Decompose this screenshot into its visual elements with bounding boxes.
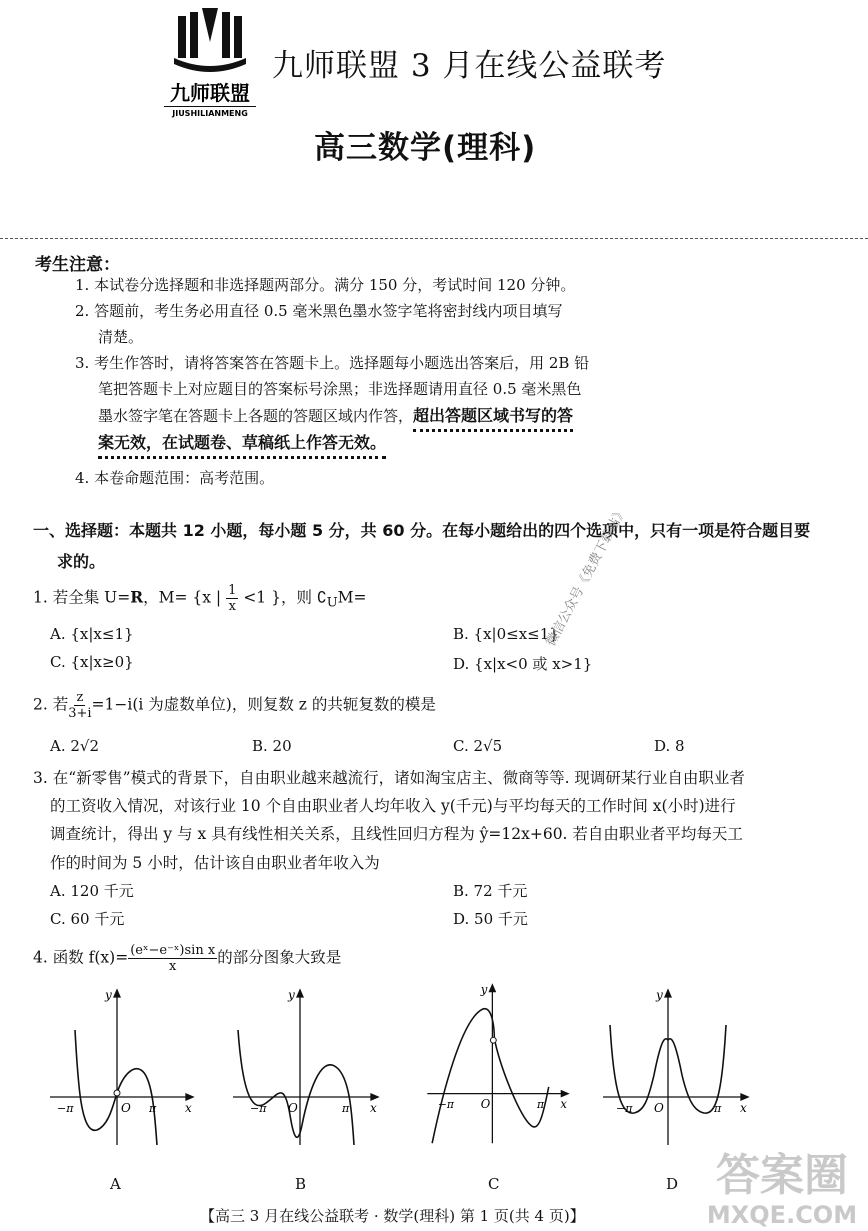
- q3-option-d: D. 50 千元: [453, 910, 528, 928]
- graph-d-neg-pi: −π: [616, 1102, 633, 1115]
- graph-a-origin: O: [121, 1101, 131, 1115]
- q1-stem: [33, 583, 367, 614]
- section-heading-line-a: 一、选择题：本题共 12 小题，每小题 5 分，共 60 分。在每小题给出的四个选项中，只有一项是符合题目要: [33, 521, 811, 540]
- q2-option-b: B. 20: [252, 737, 292, 755]
- logo-name: 九师联盟: [170, 81, 250, 105]
- graph-b-origin: O: [288, 1101, 298, 1115]
- subject-title: 高三数学(理科): [314, 130, 537, 166]
- q2-option-a: A. 2√2: [50, 737, 100, 755]
- graph-c: [420, 980, 590, 1150]
- q1-set-open: {x |: [192, 588, 222, 607]
- q3-option-a: A. 120 千元: [50, 882, 134, 900]
- corner-watermark: 答案圈: [716, 1150, 848, 1201]
- q1-stem-c: ，则 ∁: [280, 588, 327, 607]
- q3-option-b: B. 72 千元: [453, 882, 528, 900]
- side-watermark: 微信公众号《免费下载站》: [543, 504, 631, 649]
- q2-stem: [33, 690, 436, 721]
- q2-option-c: C. 2√5: [453, 737, 503, 755]
- q3-line-4: 作的时间为 5 小时，估计该自由职业者年收入为: [50, 854, 380, 872]
- graph-a-neg-pi: −π: [57, 1102, 74, 1115]
- q1-stem-a: 1. 若全集 U=: [33, 588, 131, 607]
- notice-line-1: 1. 本试卷分选择题和非选择题两部分。满分 150 分，考试时间 120 分钟。: [75, 276, 576, 294]
- q1-stem-b: ，M=: [143, 588, 188, 607]
- graph-c-y: y: [480, 982, 488, 997]
- graph-a-label: A: [110, 1175, 121, 1193]
- logo-sub: JIUSHILIANMENG: [172, 109, 248, 118]
- notice-heading: 考生注意：: [35, 255, 120, 275]
- q3-line-1: 3. 在“新零售”模式的背景下，自由职业越来越流行，诸如淘宝店主、微商等等. 现调研某行业自由职业者: [33, 769, 745, 787]
- graph-a-y: y: [105, 988, 112, 1002]
- notice-line-3c-text: 墨水签字笔在答题卡上各题的答题区域内作答，: [98, 407, 414, 425]
- q4-stem-b: 的部分图象大致是: [217, 948, 342, 967]
- q4-frac-den: x: [169, 959, 177, 974]
- q2-stem-b: =1−i(i 为虚数单位)，则复数 z 的共轭复数的模是: [91, 695, 436, 714]
- jiushi-logo: [150, 8, 270, 123]
- page-footer: 【高三 3 月在线公益联考 · 数学(理科) 第 1 页(共 4 页)】: [200, 1207, 585, 1225]
- exam-title: 九师联盟 3 月在线公益联考: [272, 48, 667, 84]
- divider: [0, 238, 868, 239]
- notice-line-3d-bold: 案无效，在试题卷、草稿纸上作答无效。: [98, 433, 386, 459]
- corner-watermark-sub: MXQE.COM: [706, 1201, 858, 1229]
- section-heading-line-b: 求的。: [57, 552, 106, 571]
- notice-line-3a: 3. 考生作答时，请将答案答在答题卡上。选择题每小题选出答案后，用 2B 铅: [75, 354, 590, 372]
- q2-fraction: [68, 690, 91, 721]
- notice-line-3d: [98, 430, 386, 456]
- graph-c-pos-pi: π: [537, 1098, 545, 1112]
- notice-line-4: 4. 本卷命题范围：高考范围。: [75, 469, 275, 487]
- graph-a-x: x: [185, 1101, 192, 1115]
- q1-frac-den: x: [228, 599, 236, 614]
- graph-d-y: y: [656, 988, 663, 1002]
- notice-line-3c-bold: 超出答题区域书写的答: [413, 406, 573, 432]
- q4-stem-a: 4. 函数 f(x)=: [33, 948, 129, 967]
- graph-d-origin: O: [654, 1101, 664, 1115]
- q3-line-2: 的工资收入情况，对该行业 10 个自由职业者人均年收入 y(千元)与平均每天的工作时间 x(小时)进行: [50, 797, 736, 815]
- q3-line-3: 调查统计，得出 y 与 x 具有线性相关关系，且线性回归方程为 ŷ=12x+60. 若自由职业者平均每天工: [50, 825, 743, 843]
- graph-b-y: y: [288, 988, 295, 1002]
- graph-b-neg-pi: −π: [250, 1102, 267, 1115]
- graph-a-pos-pi: π: [149, 1102, 157, 1115]
- q3-option-c: C. 60 千元: [50, 910, 125, 928]
- q2-option-d: D. 8: [654, 737, 685, 755]
- q1-fraction: [226, 583, 238, 614]
- notice-line-3b: 笔把答题卡上对应题目的答案标号涂黑；非选择题请用直径 0.5 毫米黑色: [98, 380, 582, 398]
- corner-watermark-logo: [700, 1135, 865, 1230]
- graph-d-x: x: [740, 1101, 747, 1115]
- graph-d-label: D: [666, 1175, 679, 1193]
- q1-option-d: D. {x|x<0 或 x>1}: [453, 655, 593, 673]
- graph-c-label: C: [488, 1175, 500, 1193]
- graph-b-label: B: [295, 1175, 307, 1193]
- graph-d: [598, 985, 768, 1155]
- q1-set-close: <1 }: [243, 588, 281, 607]
- q1-stem-d: M=: [337, 588, 367, 607]
- graph-b: [228, 985, 398, 1155]
- graph-a: [45, 985, 215, 1155]
- graph-c-origin: O: [480, 1097, 491, 1112]
- q2-stem-a: 2. 若: [33, 695, 69, 714]
- graph-d-pos-pi: π: [714, 1102, 722, 1115]
- q1-option-b: B. {x|0≤x≤1}: [453, 625, 559, 643]
- graph-b-x: x: [370, 1101, 377, 1115]
- q1-sub: U: [326, 595, 338, 611]
- q1-option-a: A. {x|x≤1}: [50, 625, 134, 643]
- notice-line-2a: 2. 答题前，考生务必用直径 0.5 毫米黑色墨水签字笔将密封线内项目填写: [75, 302, 563, 320]
- q4-frac-num: (eˣ−e⁻ˣ)sin x: [130, 943, 216, 958]
- q4-fraction: [128, 943, 217, 974]
- q2-frac-num: z: [76, 690, 84, 705]
- graph-c-neg-pi: −π: [437, 1098, 454, 1112]
- q1-R: R: [130, 587, 144, 607]
- q1-frac-num: 1: [228, 583, 237, 598]
- q1-option-c: C. {x|x≥0}: [50, 653, 134, 671]
- graph-b-pos-pi: π: [342, 1102, 350, 1115]
- q2-frac-den: 3+i: [68, 706, 92, 721]
- notice-line-3c: [98, 403, 573, 429]
- graph-c-x: x: [560, 1097, 567, 1112]
- section-heading: [33, 518, 810, 572]
- q4-stem: [33, 943, 341, 974]
- notice-line-2b: 清楚。: [98, 328, 144, 346]
